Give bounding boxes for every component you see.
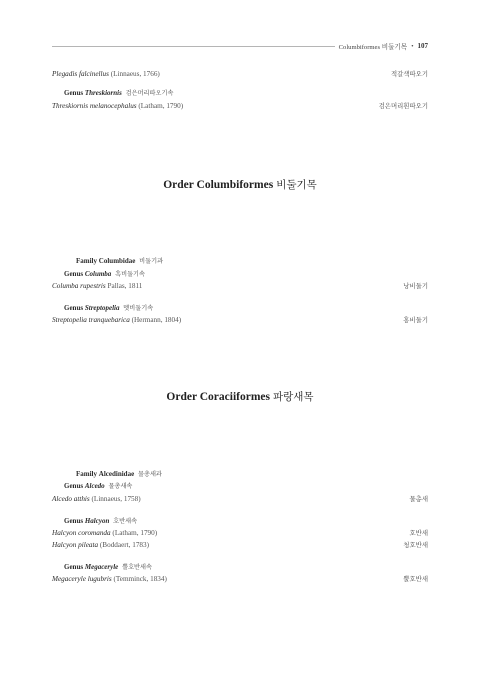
- taxon-name: Columba: [84, 270, 112, 278]
- taxon-korean-name: 물총새속: [108, 483, 133, 490]
- order-latin-name: Order Columbiformes: [163, 179, 274, 191]
- taxon-rank: Family: [76, 257, 97, 265]
- taxon-name: Alcedinidae: [98, 470, 135, 478]
- page-number: 107: [417, 42, 428, 50]
- species-name: Alcedo atthis: [52, 495, 90, 503]
- species-korean-name: 청호반새: [403, 541, 428, 549]
- species-korean-name: 뿔호반새: [403, 575, 428, 583]
- taxon-korean-name: 멧비둘기속: [123, 305, 154, 312]
- order-korean-name: 비둘기목: [276, 179, 317, 191]
- species-name: Megaceryle lugubris: [52, 575, 112, 583]
- header-title: Columbiformes 비둘기목: [338, 44, 408, 51]
- species-name: Plegadis falcinellus: [52, 70, 109, 78]
- taxon-name: Columbidae: [98, 257, 136, 265]
- taxon-rank: Genus: [64, 563, 84, 571]
- species-korean-name: 낭비둘기: [403, 282, 428, 290]
- species-entry: [52, 101, 428, 111]
- species-author: (Latham, 1790): [112, 529, 158, 537]
- species-name: Halcyon pileata: [52, 541, 99, 549]
- taxon-rank: Genus: [64, 89, 84, 97]
- species-author: (Linnaeus, 1766): [110, 70, 160, 78]
- taxon-rank: Genus: [64, 517, 84, 525]
- species-name: Threskiornis melanocephalus: [52, 102, 137, 110]
- taxon-korean-name: 비둘기과: [139, 258, 164, 265]
- genus-heading: [64, 562, 428, 572]
- genus-heading: [64, 303, 428, 313]
- species-entry: [52, 540, 428, 550]
- species-entry: [52, 574, 428, 584]
- taxon-name: Megaceryle: [84, 563, 119, 571]
- taxon-rank: Family: [76, 470, 97, 478]
- species-korean-name: 적갈색따오기: [390, 70, 428, 78]
- species-korean-name: 홍비둘기: [403, 316, 428, 324]
- species-entry: [52, 69, 428, 79]
- taxon-korean-name: 뿔호반새속: [122, 564, 152, 571]
- species-author: (Latham, 1790): [138, 102, 184, 110]
- genus-heading: [64, 516, 428, 526]
- species-entry: [52, 281, 428, 291]
- taxon-name: Alcedo: [84, 482, 105, 490]
- genus-heading: [64, 269, 428, 279]
- species-entry: [52, 528, 428, 538]
- species-korean-name: 물총새: [409, 495, 428, 503]
- species-author: (Temminck, 1834): [113, 575, 167, 583]
- taxon-name: Halcyon: [84, 517, 110, 525]
- taxon-rank: Genus: [64, 270, 84, 278]
- family-heading: [76, 256, 428, 266]
- order-korean-name: 파랑새목: [273, 391, 314, 403]
- species-korean-name: 호반새: [409, 529, 428, 537]
- species-entry: [52, 494, 428, 504]
- species-author: (Linnaeus, 1758): [91, 495, 141, 503]
- species-korean-name: 검은머리흰따오기: [378, 102, 428, 110]
- species-name: Columba rupestris: [52, 282, 106, 290]
- family-heading: [76, 469, 428, 479]
- taxon-name: Threskiornis: [84, 89, 122, 97]
- taxon-rank: Genus: [64, 304, 84, 312]
- order-latin-name: Order Coraciiformes: [166, 391, 270, 403]
- header-bullet: •: [411, 42, 414, 50]
- species-name: Streptopelia tranquebarica: [52, 316, 130, 324]
- species-author: (Hermann, 1804): [131, 316, 182, 324]
- species-name: Halcyon coromanda: [52, 529, 111, 537]
- taxon-korean-name: 흑비둘기속: [115, 271, 145, 278]
- taxon-korean-name: 물총새과: [137, 471, 162, 478]
- taxon-rank: Genus: [64, 482, 84, 490]
- running-header: [52, 40, 428, 52]
- taxon-name: Streptopelia: [84, 304, 120, 312]
- taxon-korean-name: 호반새속: [113, 518, 138, 525]
- species-entry: [52, 315, 428, 325]
- genus-heading: [64, 481, 428, 491]
- species-author: Pallas, 1811: [107, 282, 143, 290]
- order-heading: [52, 177, 428, 192]
- header-rule: [52, 46, 335, 47]
- order-heading: [52, 389, 428, 404]
- taxon-korean-name: 검은머리따오기속: [125, 90, 174, 97]
- genus-heading: [64, 88, 428, 98]
- species-author: (Boddaert, 1783): [99, 541, 150, 549]
